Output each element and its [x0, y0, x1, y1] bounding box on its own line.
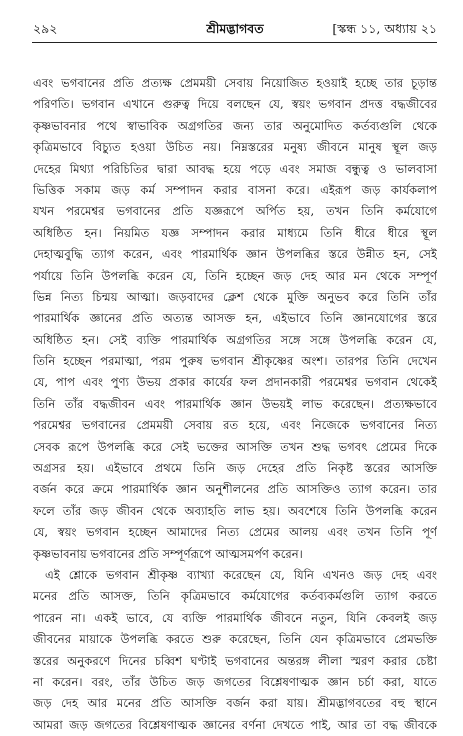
text-line: তিনি তাঁর বদ্ধজীবন এবং পারমার্থিক জ্ঞান উভয়ই লাভ করেছেন। প্রত্যক্ষভাবে: [33, 396, 437, 411]
text-line: অগ্রসর হয়। এইভাবে প্রথমে তিনি জড় দেহের প্রতি নিকৃষ্ট স্তরের আসক্তি: [33, 461, 437, 476]
text-line: যে, স্বয়ং ভগবান হচ্ছেন আমাদের নিত্য প্রেমের আলয় এবং তখন তিনি পূর্ণ: [33, 525, 437, 540]
text-line: জীবনের মায়াকে উপলব্ধি করতে শুরু করেছেন, তিনি যেন কৃত্রিমভাবে প্রেমভক্তি: [33, 632, 437, 647]
text-line: না করেন। বরং, তাঁর উচিত জড় জগতের বিশ্লেষণাত্মক জ্ঞান চর্চা করা, যাতে: [33, 674, 437, 689]
text-line: ফলে তাঁর জড় জীবন থেকে অব্যাহতি লাভ হয়। অবশেষে তিনি উপলব্ধি করেন: [33, 503, 437, 518]
text-line: অধিষ্ঠিত হন। সেই ব্যক্তি পারমার্থিক অগ্রগতির সঙ্গে সঙ্গে উপলব্ধি করেন যে,: [33, 332, 437, 347]
text-line: কৃষ্ণভাবনায় ভগবানের প্রতি সম্পূর্ণরূপে আত্মসমর্পণ করেন।: [33, 546, 303, 561]
text-line: কৃষ্ণভাবনার পথে স্বাভাবিক অগ্রগতির জন্য তার অনুমোদিত কর্তব্যগুলি থেকে: [33, 118, 437, 133]
text-line: দেহাত্মবুদ্ধি ত্যাগ করেন, এবং পারমার্থিক জ্ঞান উপলব্ধির স্তরে উন্নীত হন, সেই: [33, 247, 437, 262]
text-line: যখন পরমেশ্বর ভগবানের প্রতি যজ্ঞরূপে অর্পিত হয়, তখন তিনি কর্মযোগে: [33, 204, 437, 219]
text-line: পরমেশ্বর ভগবানের প্রেমময়ী সেবায় রত হয়ে, এবং নিজেকে ভগবানের নিত্য: [33, 418, 437, 433]
text-line: কৃত্রিমভাবে বিচ্যুত হওয়া উচিত নয়। নিম্নস্তরের মনুষ্য জীবনে মানুষ স্থূল জড়: [33, 140, 437, 155]
text-line: জড় দেহ আর মনের প্রতি আসক্তি বর্জন করা যায়। শ্রীমদ্ভাগবতের বহু স্থানে: [33, 696, 437, 711]
running-title: শ্রীমদ্ভাগবত: [206, 21, 264, 36]
header-divider: [32, 42, 437, 43]
text-line: পারমার্থিক জ্ঞানের প্রতি অত্যন্ত আসক্ত হন, এইভাবে তিনি জ্ঞানযোগের স্তরে: [33, 311, 437, 326]
text-line: এই শ্লোকে ভগবান শ্রীকৃষ্ণ ব্যাখ্যা করেছেন যে, যিনি এখনও জড় দেহ এবং: [45, 567, 437, 582]
body-text: [33, 73, 437, 736]
text-line: এবং ভগবানের প্রতি প্রত্যক্ষ প্রেমময়ী সেবায় নিয়োজিত হওয়াই হচ্ছে তার চূড়ান্ত: [33, 76, 437, 90]
text-line: পর্যায়ে তিনি উপলব্ধি করেন যে, তিনি হচ্ছেন জড় দেহ আর মন থেকে সম্পূর্ণ: [33, 268, 437, 283]
text-line: দেহের মিথ্যা পরিচিতির দ্বারা আবদ্ধ হয়ে পড়ে এবং সমাজ বন্ধুত্ব ও ভালবাসা: [33, 161, 437, 176]
text-line: পরিণতি। ভগবান এখানে গুরুত্ব দিয়ে বলছেন যে, স্বয়ং ভগবান প্রদত্ত বদ্ধজীবের: [33, 97, 437, 112]
text-line: বর্জন করে ক্রমে পারমার্থিক জ্ঞান অনুশীলনের প্রতি আসক্তিও ত্যাগ করেন। তার: [33, 482, 437, 497]
text-line: তিনি হচ্ছেন পরমাত্মা, পরম পুরুষ ভগবান শ্রীকৃষ্ণের অংশ। তারপর তিনি দেখেন: [33, 354, 437, 369]
text-line: স্তরের অনুকরণে দিনের চব্বিশ ঘণ্টাই ভগবানের অন্তরঙ্গ লীলা স্মরণ করার চেষ্টা: [33, 653, 437, 668]
text-line: পারেন না। একই ভাবে, যে ব্যক্তি পারমার্থিক জীবনে নতুন, যিনি কেবলই জড়: [33, 610, 437, 625]
text-line: সেবক রূপে উপলব্ধি করে সেই ভক্তের আসক্তি তখন শুদ্ধ ভগবৎ প্রেমের দিকে: [33, 439, 437, 454]
text-line: আমরা জড় জগতের বিশ্লেষণাত্মক জ্ঞানের বর্ণনা দেখতে পাই, আর তা বদ্ধ জীবকে: [33, 717, 437, 732]
chapter-reference: [স্কন্ধ ১১, অধ্যায় ২১: [332, 21, 437, 36]
text-line: ভিত্তিক সকাম জড় কর্ম সম্পাদন করার বাসনা করে। এইরূপ জড় কার্যকলাপ: [33, 182, 437, 197]
page-header: [33, 18, 437, 40]
text-line: মনের প্রতি আসক্ত, তিনি কৃত্রিমভাবে কর্মযোগের কর্তব্যকর্মগুলি ত্যাগ করতে: [33, 589, 437, 604]
text-line: ভিন্ন নিত্য চিন্ময় আত্মা। জড়বাদের ক্লেশ থেকে মুক্তি অনুভব করে তিনি তাঁর: [33, 289, 437, 304]
page-number: ২৯২: [33, 21, 58, 36]
text-line: যে, পাপ এবং পুণ্য উভয় প্রকার কার্যের ফল প্রদানকারী পরমেশ্বর ভগবান থেকেই: [33, 375, 437, 390]
text-line: অধিষ্ঠিত হন। নিয়মিত যজ্ঞ সম্পাদন করার মাধ্যমে তিনি ধীরে ধীরে স্থূল: [33, 225, 437, 240]
